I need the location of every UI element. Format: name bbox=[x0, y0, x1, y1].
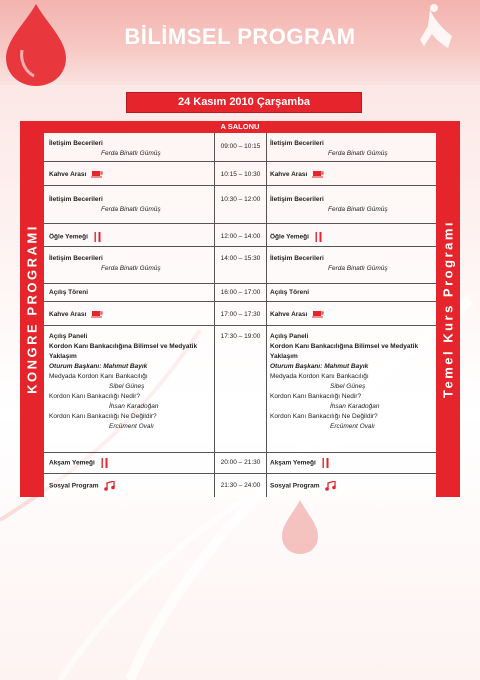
date-banner: 24 Kasım 2010 Çarşamba bbox=[126, 92, 362, 113]
page-title: BİLİMSEL PROGRAM bbox=[124, 24, 356, 49]
cutlery-icon bbox=[314, 232, 323, 242]
cutlery-icon bbox=[100, 458, 109, 468]
schedule-table: A SALONU İletişim Becerileri Ferda Binatlı Gümüş 09:00 – 10:15 İletişim Becerileri Ferda Binatlı Gümüş Kahve Arası 10:15 – 10:30 Kahve Arası İletişim Becerileri Ferda Binatlı Gümüş 10:30 – 12:00 İletişim Becerileri Ferda Binatlı Gümüş Öğle Yemeği 12:00 – 14:00 Öğle Yemeği İletişim Becerileri Ferda Binatlı Gümüş 14:00 – 15:30 İletişim Becerileri Ferda Binatlı Gümüş Açılış Töreni 16:00 – 17:00 Açılış Töreni Kahve Arası 17:00 – 17:30 Kahve Arası Açılış Paneli Kordon Kanı Bankacılığına Bilimsel ve Medyatik Yaklaşım Oturum Başkanı: Mahmut Bayık Medyada Kordon Kanı Bankacılığı Sibel Güneş Kordon Kanı Bankacılığı Nedir? İhsan Karadoğan Kordon Kanı Bankacılığı Ne Değildir? Ercüment Ovalı 17:30 – 19:00 Açılış Paneli Kordon Kanı Bankacılığına Bilimsel ve Medyatik Yaklaşım Oturum Başkanı: Mahmut Bayık Medyada Kordon Kanı Bankacılığı Sibel Güneş Kordon Kanı Bankacılığı Nedir? İhsan Karadoğan Kordon Kanı Bankacılığı Ne Değildir? Ercüment Ovalı Akşam Yemeği 20:00 – 21:30 Akşam Yemeği Sosyal Program 21:30 – 24:00 Sosyal Program bbox=[44, 121, 436, 497]
hall-header: A SALONU bbox=[44, 121, 436, 133]
left-side-label: KONGRE PROGRAMI bbox=[20, 121, 44, 497]
coffee-icon bbox=[91, 170, 104, 178]
music-icon bbox=[104, 481, 116, 491]
coffee-icon bbox=[91, 310, 104, 318]
coffee-icon bbox=[312, 170, 325, 178]
music-icon bbox=[325, 481, 337, 491]
cutlery-icon bbox=[93, 232, 102, 242]
cutlery-icon bbox=[321, 458, 330, 468]
coffee-icon bbox=[312, 310, 325, 318]
right-side-label: Temel Kurs Programı bbox=[436, 121, 460, 497]
